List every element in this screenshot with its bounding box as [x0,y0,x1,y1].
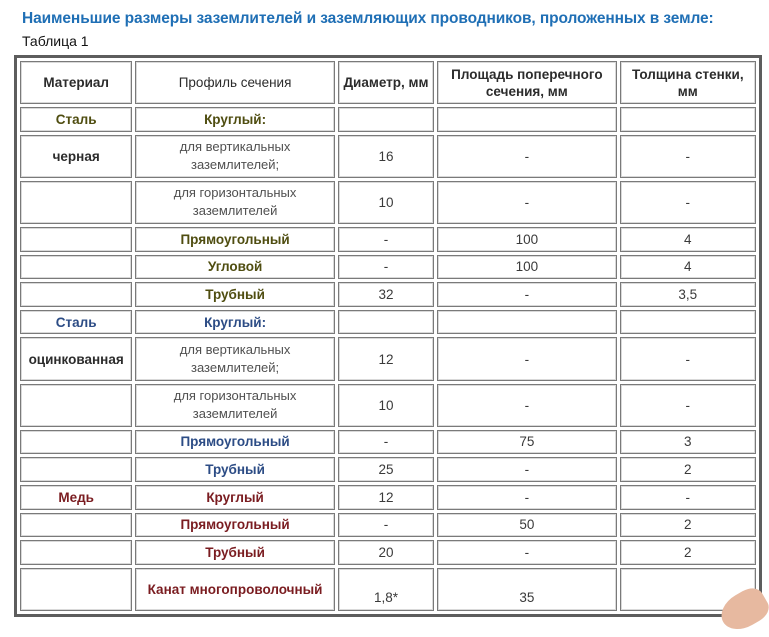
wall-cell: - [620,384,756,427]
page-title: Наименьшие размеры заземлителей и заземляющих проводников, проложенных в земле: [22,10,714,27]
wall-cell [620,107,756,132]
profile-cell: для вертикальных заземлителей; [135,337,335,380]
wall-cell: - [620,337,756,380]
header-profile: Профиль сечения [135,61,335,104]
table-row [20,540,756,565]
profile-cell: Угловой [135,255,335,280]
wall-cell: - [620,181,756,224]
profile-cell: Прямоугольный [135,513,335,538]
profile-cell: Трубный [135,540,335,565]
material-cell: Сталь [20,107,132,132]
wall-cell: - [620,135,756,178]
diameter-cell: 10 [338,181,434,224]
area-cell [437,310,616,335]
material-cell [20,282,132,307]
wall-cell: 2 [620,513,756,538]
table-row [20,485,756,510]
wall-cell: 4 [620,255,756,280]
table-row [20,457,756,482]
area-cell: 75 [437,430,616,455]
grounding-table [17,58,759,614]
profile-cell: Круглый: [135,107,335,132]
diameter-cell: - [338,430,434,455]
area-cell: - [437,485,616,510]
material-cell: Медь [20,485,132,510]
diameter-cell [338,107,434,132]
diameter-cell: 12 [338,485,434,510]
wall-cell: 4 [620,227,756,252]
diameter-cell: 10 [338,384,434,427]
wall-cell: 3 [620,430,756,455]
table-header-row [20,61,756,104]
area-cell: - [437,337,616,380]
table-row [20,310,756,335]
material-cell: оцинкованная [20,337,132,380]
table-row [20,513,756,538]
profile-cell: Круглый [135,485,335,510]
profile-cell: для вертикальных заземлителей; [135,135,335,178]
material-cell [20,513,132,538]
area-cell: 100 [437,227,616,252]
table-row [20,135,756,178]
diameter-cell: 20 [338,540,434,565]
diameter-cell: - [338,513,434,538]
header-wall: Толщина стенки, мм [620,61,756,104]
diameter-cell: - [338,255,434,280]
material-cell [20,540,132,565]
table-row [20,430,756,455]
wall-cell: 2 [620,540,756,565]
material-cell [20,384,132,427]
table-row [20,181,756,224]
area-cell: 35 [437,568,616,611]
diameter-cell: 16 [338,135,434,178]
header-area: Площадь поперечного сечения, мм [437,61,616,104]
table-row [20,282,756,307]
diameter-cell: - [338,227,434,252]
area-cell: 50 [437,513,616,538]
area-cell: - [437,457,616,482]
profile-cell: Прямоугольный [135,227,335,252]
material-cell [20,255,132,280]
area-cell: - [437,540,616,565]
header-material: Материал [20,61,132,104]
profile-cell: Круглый: [135,310,335,335]
diameter-cell [338,310,434,335]
table-row [20,255,756,280]
material-cell: Сталь [20,310,132,335]
table-row [20,107,756,132]
area-cell: 100 [437,255,616,280]
diameter-cell: 12 [338,337,434,380]
area-cell: - [437,282,616,307]
area-cell: - [437,384,616,427]
profile-cell: для горизонтальных заземлителей [135,384,335,427]
profile-cell: Канат многопроволочный [135,568,335,611]
header-diameter: Диаметр, мм [338,61,434,104]
diameter-cell: 1,8* [338,568,434,611]
profile-cell: Трубный [135,457,335,482]
profile-cell: Трубный [135,282,335,307]
table-caption: Таблица 1 [22,33,89,49]
material-cell [20,568,132,611]
table-row [20,568,756,611]
diameter-cell: 32 [338,282,434,307]
table-frame [14,55,762,617]
profile-cell: Прямоугольный [135,430,335,455]
area-cell: - [437,181,616,224]
area-cell: - [437,135,616,178]
table-row [20,384,756,427]
wall-cell: 3,5 [620,282,756,307]
area-cell [437,107,616,132]
table-row [20,337,756,380]
table-row [20,227,756,252]
wall-cell [620,310,756,335]
diameter-cell: 25 [338,457,434,482]
material-cell [20,457,132,482]
wall-cell: 2 [620,457,756,482]
wall-cell: - [620,485,756,510]
material-cell [20,181,132,224]
profile-cell: для горизонтальных заземлителей [135,181,335,224]
material-cell: черная [20,135,132,178]
material-cell [20,430,132,455]
material-cell [20,227,132,252]
